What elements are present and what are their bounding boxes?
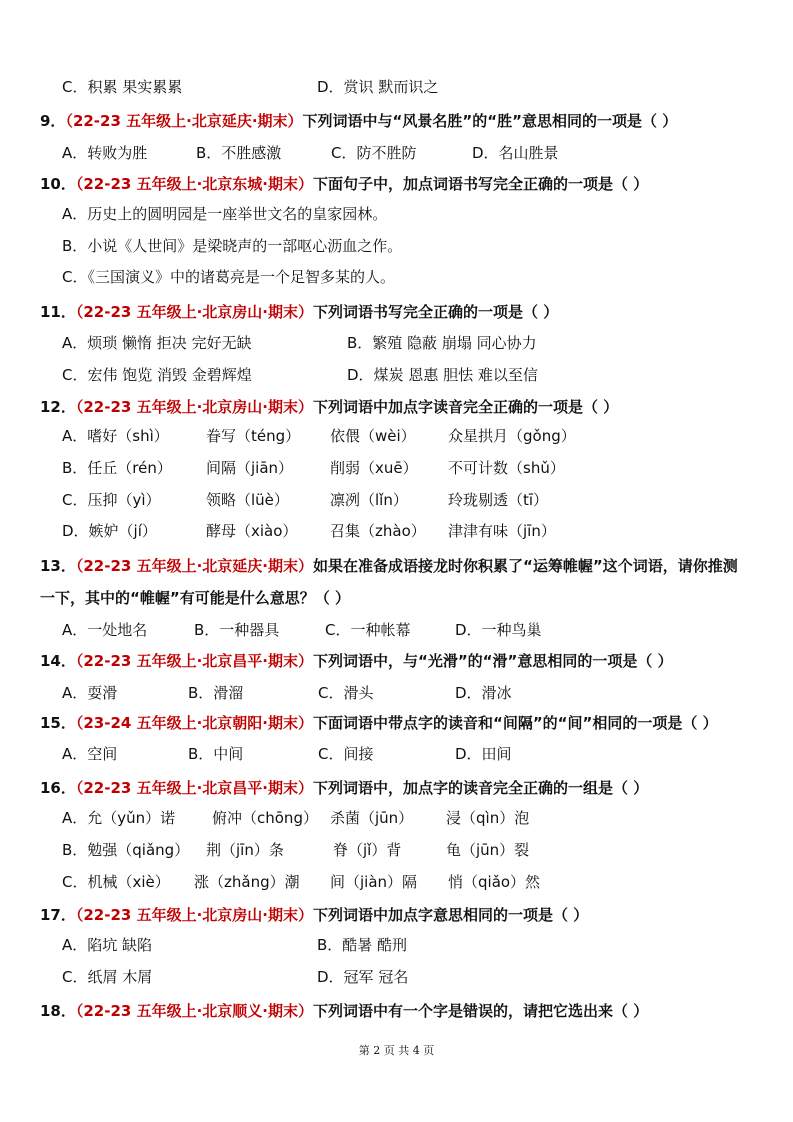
question-number: 18． — [40, 1002, 76, 1020]
q13-option-b[interactable]: B．一种器具 — [194, 621, 280, 639]
question-12 — [40, 397, 618, 417]
q15-option-b[interactable]: B．中间 — [188, 745, 244, 763]
q11-option-d[interactable]: D．煤炭 恩惠 胆怯 难以至信 — [347, 366, 538, 384]
q14-option-d[interactable]: D．滑冰 — [455, 684, 512, 702]
question-number: 10． — [40, 175, 76, 193]
question-number: 11． — [40, 303, 76, 321]
question-source: （22-23 五年级上·北京顺义·期末） — [75, 1002, 313, 1020]
q14-option-c[interactable]: C．滑头 — [318, 684, 374, 702]
question-stem: 下面词语中带点字的读音和“间隔”的“间”相同的一项是（ ） — [312, 714, 718, 732]
question-number: 13． — [40, 557, 76, 575]
q12-d-word-3: 召集（zhào） — [330, 522, 426, 540]
q12-d-word-4: 津津有味（jīn） — [448, 522, 556, 540]
q11-option-c[interactable]: C．宏伟 饱览 消毁 金碧辉煌 — [62, 366, 252, 384]
q16-a-word-1: A．允（yǔn）诺 — [62, 809, 176, 827]
q16-a-word-2: 俯冲（chōng） — [212, 809, 318, 827]
question-stem: 下列词语书写完全正确的一项是（ ） — [312, 303, 559, 321]
q12-a-word-4: 众星拱月（gǒng） — [448, 427, 576, 445]
q12-b-word-2: 间隔（jiān） — [206, 459, 294, 477]
q16-b-word-2: 荆（jīn）条 — [206, 841, 284, 859]
question-stem: 下面句子中，加点词语书写完全正确的一项是（ ） — [312, 175, 649, 193]
question-14 — [40, 651, 673, 671]
question-15 — [40, 713, 718, 733]
question-source: （22-23 五年级上·北京房山·期末） — [75, 906, 313, 924]
question-13-stem-continued: 一下，其中的“帷幄”有可能是什么意思？（ ） — [40, 589, 350, 607]
question-source: （22-23 五年级上·北京房山·期末） — [75, 303, 313, 321]
q12-b-word-1: B．任丘（rén） — [62, 459, 172, 477]
question-10 — [40, 174, 648, 194]
q16-c-word-4: 悄（qiǎo）然 — [448, 873, 541, 891]
q12-a-word-3: 依偎（wèi） — [330, 427, 416, 445]
q16-b-word-4: 龟（jūn）裂 — [446, 841, 530, 859]
q8-option-c[interactable]: C．积累 果实累累 — [62, 78, 183, 96]
q9-option-a[interactable]: A．转败为胜 — [62, 144, 148, 162]
q12-c-word-3: 凛冽（lǐn） — [330, 491, 408, 509]
q16-c-word-3: 间（jiàn）隔 — [330, 873, 418, 891]
question-stem: 下列词语中加点字读音完全正确的一项是（ ） — [312, 398, 619, 416]
q15-option-d[interactable]: D．田间 — [455, 745, 512, 763]
question-source: （22-23 五年级上·北京东城·期末） — [75, 175, 313, 193]
q9-option-b[interactable]: B．不胜感激 — [196, 144, 282, 162]
q16-a-word-3: 杀菌（jūn） — [330, 809, 414, 827]
question-18 — [40, 1001, 648, 1021]
q10-option-b[interactable]: B．小说《人世间》是梁晓声的一部呕心沥血之作。 — [62, 237, 403, 255]
q10-option-a[interactable]: A．历史上的圆明园是一座举世文名的皇家园林。 — [62, 205, 388, 223]
q9-option-c[interactable]: C．防不胜防 — [331, 144, 417, 162]
q12-c-word-1: C．压抑（yì） — [62, 491, 161, 509]
q16-a-word-4: 浸（qìn）泡 — [446, 809, 530, 827]
question-stem: 下列词语中，与“光滑”的“滑”意思相同的一项是（ ） — [312, 652, 673, 670]
q17-option-c[interactable]: C．纸屑 木屑 — [62, 968, 153, 986]
question-number: 16． — [40, 779, 76, 797]
q13-option-c[interactable]: C．一种帐幕 — [325, 621, 411, 639]
question-source: （23-24 五年级上·北京朝阳·期末） — [75, 714, 313, 732]
q9-option-d[interactable]: D．名山胜景 — [472, 144, 559, 162]
question-9 — [40, 111, 677, 131]
question-stem: 下列词语中有一个字是错误的，请把它选出来（ ） — [312, 1002, 649, 1020]
question-number: 14． — [40, 652, 76, 670]
q16-c-word-1: C．机械（xiè） — [62, 873, 170, 891]
q14-option-b[interactable]: B．滑溜 — [188, 684, 244, 702]
question-source: （22-23 五年级上·北京昌平·期末） — [75, 652, 313, 670]
question-number: 9． — [40, 112, 66, 130]
question-17 — [40, 905, 588, 925]
q8-option-d[interactable]: D．赏识 默而识之 — [317, 78, 439, 96]
question-source: （22-23 五年级上·北京房山·期末） — [75, 398, 313, 416]
question-13 — [40, 556, 738, 576]
q12-b-word-3: 削弱（xuē） — [330, 459, 418, 477]
question-source: （22-23 五年级上·北京延庆·期末） — [65, 112, 303, 130]
q11-option-b[interactable]: B．繁殖 隐蔽 崩塌 同心协力 — [347, 334, 537, 352]
q12-a-word-2: 眷写（téng） — [206, 427, 301, 445]
q15-option-c[interactable]: C．间接 — [318, 745, 374, 763]
q12-c-word-2: 领略（lüè） — [206, 491, 289, 509]
q12-d-word-2: 酵母（xiào） — [206, 522, 298, 540]
q14-option-a[interactable]: A．耍滑 — [62, 684, 118, 702]
q17-option-b[interactable]: B．酷暑 酷刑 — [317, 936, 408, 954]
q13-option-d[interactable]: D．一种鸟巢 — [455, 621, 542, 639]
q16-b-word-3: 脊（jǐ）背 — [333, 841, 402, 859]
q17-option-d[interactable]: D．冠军 冠名 — [317, 968, 409, 986]
q15-option-a[interactable]: A．空间 — [62, 745, 118, 763]
q17-option-a[interactable]: A．陷坑 缺陷 — [62, 936, 153, 954]
q12-c-word-4: 玲珑剔透（tī） — [448, 491, 549, 509]
question-stem: 如果在准备成语接龙时你积累了“运筹帷幄”这个词语，请你推测 — [312, 557, 738, 575]
q16-c-word-2: 涨（zhǎng）潮 — [194, 873, 300, 891]
q12-b-word-4: 不可计数（shǔ） — [448, 459, 565, 477]
question-number: 15． — [40, 714, 76, 732]
q12-d-word-1: D．嫉妒（jí） — [62, 522, 157, 540]
q13-option-a[interactable]: A．一处地名 — [62, 621, 148, 639]
question-16 — [40, 778, 648, 798]
question-stem: 下列词语中加点字意思相同的一项是（ ） — [312, 906, 589, 924]
q10-option-c[interactable]: C．《三国演义》中的诸葛亮是一个足智多某的人。 — [62, 268, 395, 286]
q16-b-word-1: B．勉强（qiǎng） — [62, 841, 190, 859]
question-number: 17． — [40, 906, 76, 924]
question-number: 12． — [40, 398, 76, 416]
question-stem: 下列词语中，加点字的读音完全正确的一组是（ ） — [312, 779, 649, 797]
question-source: （22-23 五年级上·北京昌平·期末） — [75, 779, 313, 797]
q11-option-a[interactable]: A．烦琐 懒惰 拒决 完好无缺 — [62, 334, 252, 352]
question-stem: 下列词语中与“风景名胜”的“胜”意思相同的一项是（ ） — [302, 112, 678, 130]
q12-a-word-1: A．嗜好（shì） — [62, 427, 169, 445]
question-11 — [40, 302, 558, 322]
page-footer: 第 2 页 共 4 页 — [358, 1044, 435, 1057]
question-source: （22-23 五年级上·北京延庆·期末） — [75, 557, 313, 575]
